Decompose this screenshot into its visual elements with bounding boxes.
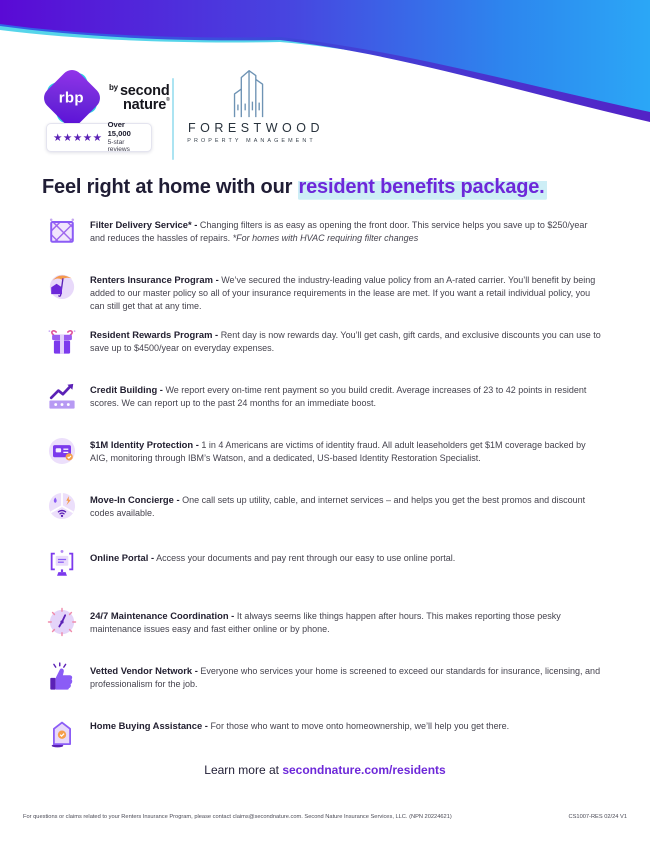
learn-more-prefix: Learn more at: [204, 763, 279, 777]
reviews-count: Over 15,000: [107, 120, 131, 138]
partner-logo: [184, 62, 324, 144]
benefit-title: Home Buying Assistance -: [90, 720, 208, 731]
title-prefix: Feel right at home with our: [42, 176, 293, 198]
air-filter-icon: [44, 213, 80, 249]
benefit-title: Credit Building -: [90, 384, 163, 395]
byline-by: by: [109, 82, 118, 92]
five-stars-icon: ★★★★★: [53, 131, 103, 144]
benefits-list: [44, 218, 614, 774]
benefit-desc: Changing filters is as easy as opening the front door. This service helps you save up to $250/year and reduces the hassles of repairs.: [90, 220, 588, 243]
benefit-row-filter-delivery: [44, 218, 614, 249]
partner-subtitle: PROPERTY MANAGEMENT: [187, 138, 316, 144]
utilities-icon: [44, 488, 80, 524]
benefit-row-home-buying: [44, 719, 614, 750]
second-nature-wordmark: [109, 84, 170, 113]
benefit-desc: Everyone who services your home is screened to exceed our standards for insurance, licensing, and professionalism for the job.: [90, 666, 601, 689]
logo-divider: [172, 78, 174, 160]
benefit-desc: We’ve secured the industry-leading value policy from an A-rated carrier. You’ll benefit by being added to our master policy so all of your insurance requirements in the lease are met. If you want a retail individual policy, you can still get that at any time.: [90, 275, 596, 311]
partner-name: FORESTWOOD: [188, 121, 324, 135]
registered-mark: ®: [166, 97, 170, 103]
benefit-title: 24/7 Maintenance Coordination -: [90, 610, 235, 621]
rbp-logo-text: rbp: [59, 89, 85, 107]
document-code: CS1007-RES 02/24 V1: [568, 814, 627, 820]
benefit-desc: We report every on-time rent payment so you build credit. Average increases of 23 to 42 points in resident scores. We can report up to the past 24 months for an immediate boost.: [90, 385, 587, 408]
benefit-row-maintenance: [44, 609, 614, 640]
benefit-note: *For homes with HVAC requiring filter changes: [232, 233, 419, 243]
benefit-title: Filter Delivery Service* -: [90, 219, 198, 230]
reviews-badge: [46, 120, 152, 154]
benefit-desc: Rent day is now rewards day. You’ll get cash, gift cards, and exclusive discounts you can use to save up to $4500/year on everyday expenses.: [90, 330, 601, 353]
buildings-icon: [221, 62, 279, 120]
fine-print: [23, 814, 627, 820]
house-check-icon: [44, 714, 80, 750]
benefit-row-online-portal: [44, 551, 614, 582]
benefit-row-renters-insurance: [44, 273, 614, 313]
benefit-desc: Access your documents and pay rent through our easy to use online portal.: [156, 553, 456, 563]
benefit-title: Resident Rewards Program -: [90, 329, 219, 340]
learn-more-line: [0, 763, 650, 777]
reviews-label: 5-star reviews: [107, 138, 130, 154]
clock-icon: [44, 604, 80, 640]
title-highlight: resident benefits package.: [298, 176, 545, 198]
thumbs-up-icon: [44, 659, 80, 695]
monitor-icon: [44, 546, 80, 582]
benefit-title: Move-In Concierge -: [90, 494, 180, 505]
benefit-row-vendor-network: [44, 664, 614, 695]
benefit-desc: One call sets up utility, cable, and internet services – and helps you get the best promos and discount codes available.: [90, 495, 586, 518]
benefit-desc: For those who want to move onto homeownership, we’ll help you get there.: [210, 721, 510, 731]
page-title: [42, 176, 634, 199]
benefit-desc: It always seems like things happen after hours. This makes reporting those pesky maintenance issues easy and fast either online or by phone.: [90, 611, 561, 634]
benefit-title: Vetted Vendor Network -: [90, 665, 198, 676]
benefit-desc: 1 in 4 Americans are victims of identity fraud. All adult leaseholders get $1M coverage backed by AIG, monitoring through IBM’s Watson, and a dedicated, US-based Identity Restoration Specialist.: [90, 440, 586, 463]
benefit-row-identity-protection: [44, 438, 614, 469]
brand-line2: nature: [123, 97, 167, 113]
credit-score-icon: [44, 378, 80, 414]
benefit-title: Online Portal -: [90, 552, 155, 563]
benefit-title: $1M Identity Protection -: [90, 439, 199, 450]
benefit-row-move-in-concierge: [44, 493, 614, 524]
brand-line1: second: [119, 82, 170, 99]
legal-text: For questions or claims related to your Renters Insurance Program, please contact claims@secondnature.com. Second Nature Insurance Services, LLC. (NPN 20224621): [23, 814, 452, 820]
rbp-purple-diamond: [39, 65, 104, 130]
rbp-logo: [46, 72, 170, 124]
learn-more-link[interactable]: secondnature.com/residents: [282, 763, 446, 777]
rbp-diamond-mark: [46, 72, 98, 124]
umbrella-house-icon: [44, 268, 80, 304]
benefit-title: Renters Insurance Program -: [90, 274, 219, 285]
benefit-row-resident-rewards: [44, 328, 614, 359]
gift-box-icon: [44, 323, 80, 359]
benefit-row-credit-building: [44, 383, 614, 414]
id-card-icon: [44, 433, 80, 469]
